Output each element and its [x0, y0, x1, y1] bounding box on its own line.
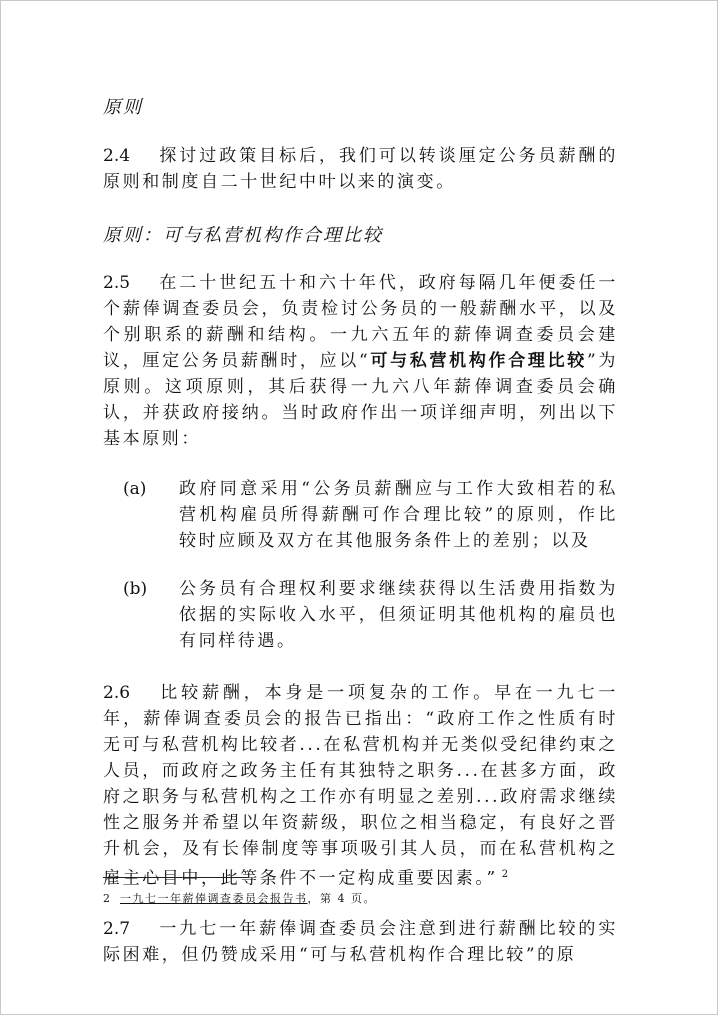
- footnote-page-ref: ，第 4 页。: [307, 892, 376, 905]
- paragraph-text: 在二十世纪五十和六十年代，政府每隔几年便委任一个薪俸调查委员会，负责检讨公务员的一般薪酬水平，以及个别职系的薪酬和结构。一九六五年的薪俸调查委员会建议，厘定公务员薪酬时，应以“: [103, 273, 618, 371]
- list-item-text: 公务员有合理权利要求继续获得以生活费用指数为依据的实际收入水平，但须证明其他机构的雇员也有同样待遇。: [179, 579, 618, 651]
- paragraph-text: 探讨过政策目标后，我们可以转谈厘定公务员薪酬的原则和制度自二十世纪中叶以来的演变。: [103, 146, 618, 192]
- list-marker: (b): [123, 579, 148, 599]
- list-item: [123, 576, 618, 654]
- list-item-text: 政府同意采用“公务员薪酬应与工作大致相若的私营机构雇员所得薪酬可作合理比较”的原则，作比较时应顾及双方在其他服务条件上的差别；以及: [179, 479, 618, 551]
- footnote: [103, 891, 618, 907]
- section-heading: 原则: [103, 97, 143, 118]
- paragraph-number: 2.7: [103, 918, 131, 939]
- paragraph-text-continued: ”为原则。这项原则，其后获得一九六八年薪俸调查委员会确认，并获政府接纳。当时政府作出一项详细声明，列出以下基本原则：: [103, 351, 618, 449]
- footnote-number: 2: [103, 892, 110, 905]
- paragraph-text: 比较薪酬，本身是一项复杂的工作。早在一九七一年，薪俸调查委员会的报告已指出：“政府工作之性质有时无可与私营机构比较者...在私营机构并无类似受纪律约束之人员，而政府之政务主任有其独特之职务...在甚多方面，政府之职务与私营机构之工作亦有明显之差别...政府需求继续性之服务并希望以年资薪级，职位之相当稳定，有良好之晋升机会，及有长俸制度等事项吸引其人员，而在私营机构之雇主心目中，此等条件不一定构成重要因素。”: [103, 683, 618, 889]
- footnote-divider: [103, 877, 249, 878]
- list-marker: (a): [123, 479, 147, 499]
- subsection-heading: 原则：可与私营机构作合理比较: [103, 225, 383, 246]
- paragraph-2-7: [103, 916, 618, 968]
- footnote-reference[interactable]: 2: [501, 869, 509, 880]
- paragraph-text: 一九七一年薪俸调查委员会注意到进行薪酬比较的实际困难，但仍赞成采用“可与私营机构作合理比较”的原: [103, 918, 618, 965]
- paragraph-2-5: [103, 270, 618, 452]
- list-item: [123, 476, 618, 554]
- paragraph-2-4: [103, 143, 618, 195]
- bold-principle-text: 可与私营机构作合理比较: [370, 351, 587, 371]
- footnote-source-title: 一九七一年薪俸调查委员会报告书: [120, 892, 308, 905]
- document-body: [103, 93, 618, 968]
- paragraph-number: 2.6: [103, 683, 131, 703]
- paragraph-number: 2.5: [103, 273, 131, 293]
- paragraph-number: 2.4: [103, 146, 131, 166]
- paragraph-2-6: [103, 680, 618, 892]
